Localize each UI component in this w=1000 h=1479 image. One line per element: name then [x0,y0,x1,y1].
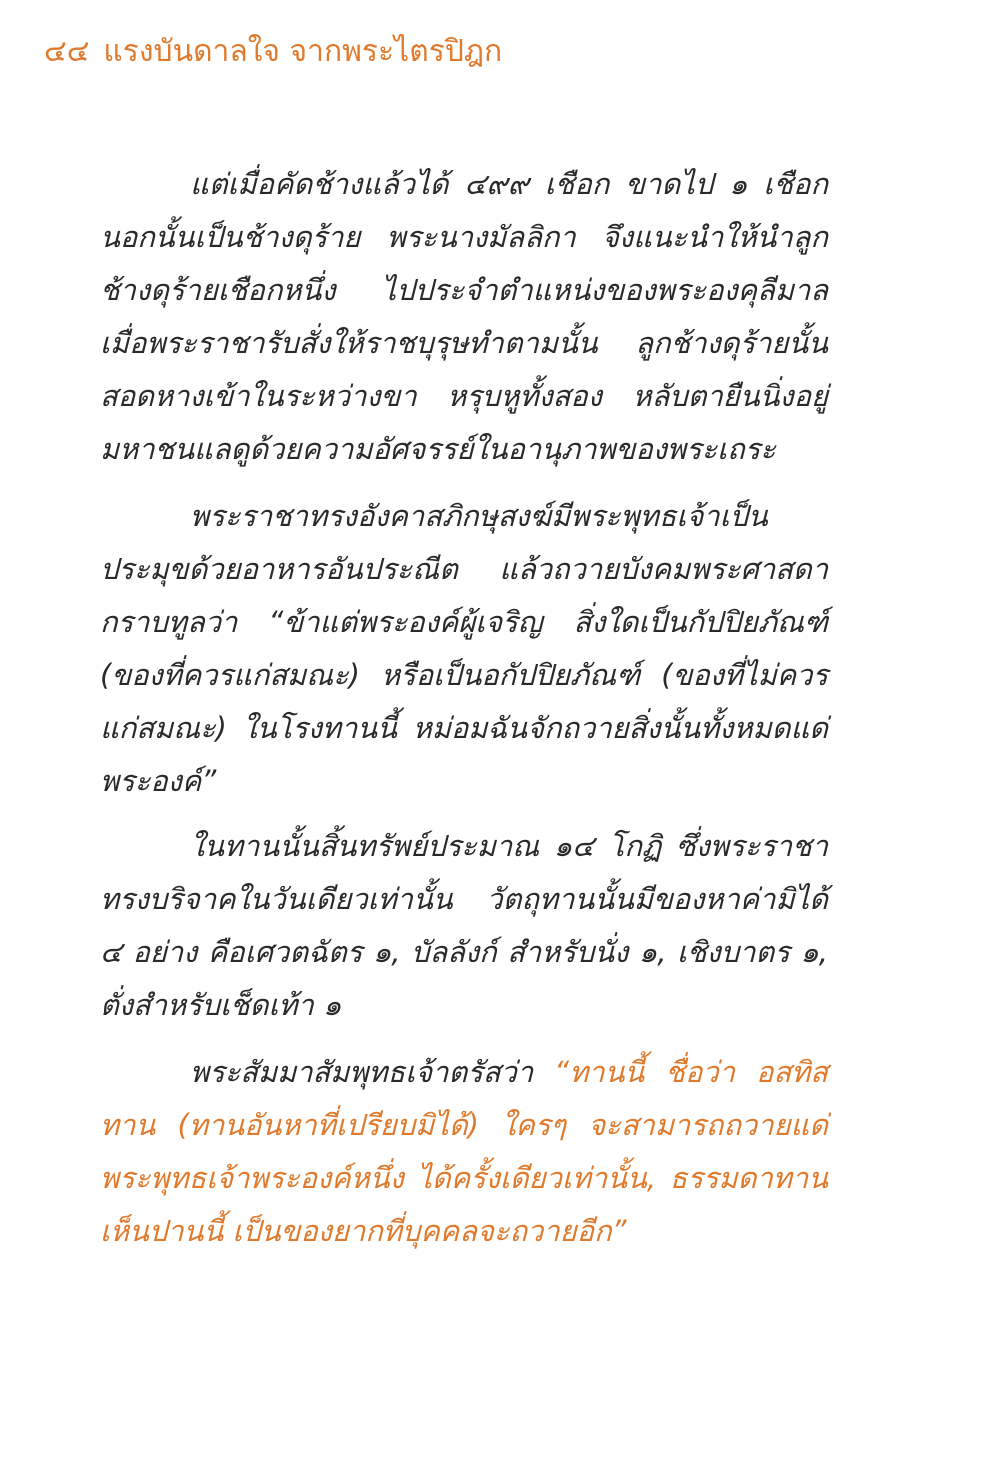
body-text [100,158,828,1274]
page-number: ๔๔ [44,34,90,69]
paragraph-wealth-spent: ในทานนั้นสิ้นทรัพย์ประมาณ ๑๔ โกฏิ ซึ่งพระราชาทรงบริจาคในวันเดียวเท่านั้น วัตถุทานนั้นมีของหาค่ามิได้ ๔ อย่าง คือเศวตฉัตร ๑, บัลลังก์ สำหรับนั่ง ๑, เชิงบาตร ๑, ตั่งสำหรับเช็ดเท้า ๑ [100,829,828,1022]
speech-lead-text: พระสัมมาสัมพุทธเจ้าตรัสว่า [190,1055,555,1089]
paragraph-elephant: แต่เมื่อคัดช้างแล้วได้ ๔๙๙ เชือก ขาดไป ๑ เชือก นอกนั้นเป็นช้างดุร้าย พระนางมัลลิกา จึงแนะนำให้นำลูกช้างดุร้ายเชือกหนึ่ง ไปประจำตำแหน่งของพระองคุลีมาล เมื่อพระราชารับสั่งให้ราชบุรุษทำตามนั้น ลูกช้างดุร้ายนั้นสอดหางเข้าในระหว่างขา หรุบหูทั้งสอง หลับตายืนนิ่งอยู่ มหาชนแลดูด้วยความอัศจรรย์ในอานุภาพของพระเถระ [100,167,828,466]
running-header [44,32,502,72]
buddha-quote: “ทานนี้ ชื่อว่า อสทิสทาน (ทานอันหาที่เปรียบมิได้) ใครๆ จะสามารถถวายแด่พระพุทธเจ้าพระองค์หนึ่ง ได้ครั้งเดียวเท่านั้น, ธรรมดาทานเห็นปานนี้ เป็นของยากที่บุคคลจะถวายอีก” [100,1055,828,1248]
book-title: แรงบันดาลใจ จากพระไตรปิฎก [103,34,503,69]
paragraph-buddha-speech [100,1046,828,1258]
paragraph-king-offering: พระราชาทรงอังคาสภิกษุสงฆ์มีพระพุทธเจ้าเป็นประมุขด้วยอาหารอันประณีต แล้วถวายบังคมพระศาสดา กราบทูลว่า “ข้าแต่พระองค์ผู้เจริญ สิ่งใดเป็นกัปปิยภัณฑ์ (ของที่ควรแก่สมณะ) หรือเป็นอกัปปิยภัณฑ์ (ของที่ไม่ควรแก่สมณะ) ในโรงทานนี้ หม่อมฉันจักถวายสิ่งนั้นทั้งหมดแด่พระองค์” [100,499,828,798]
